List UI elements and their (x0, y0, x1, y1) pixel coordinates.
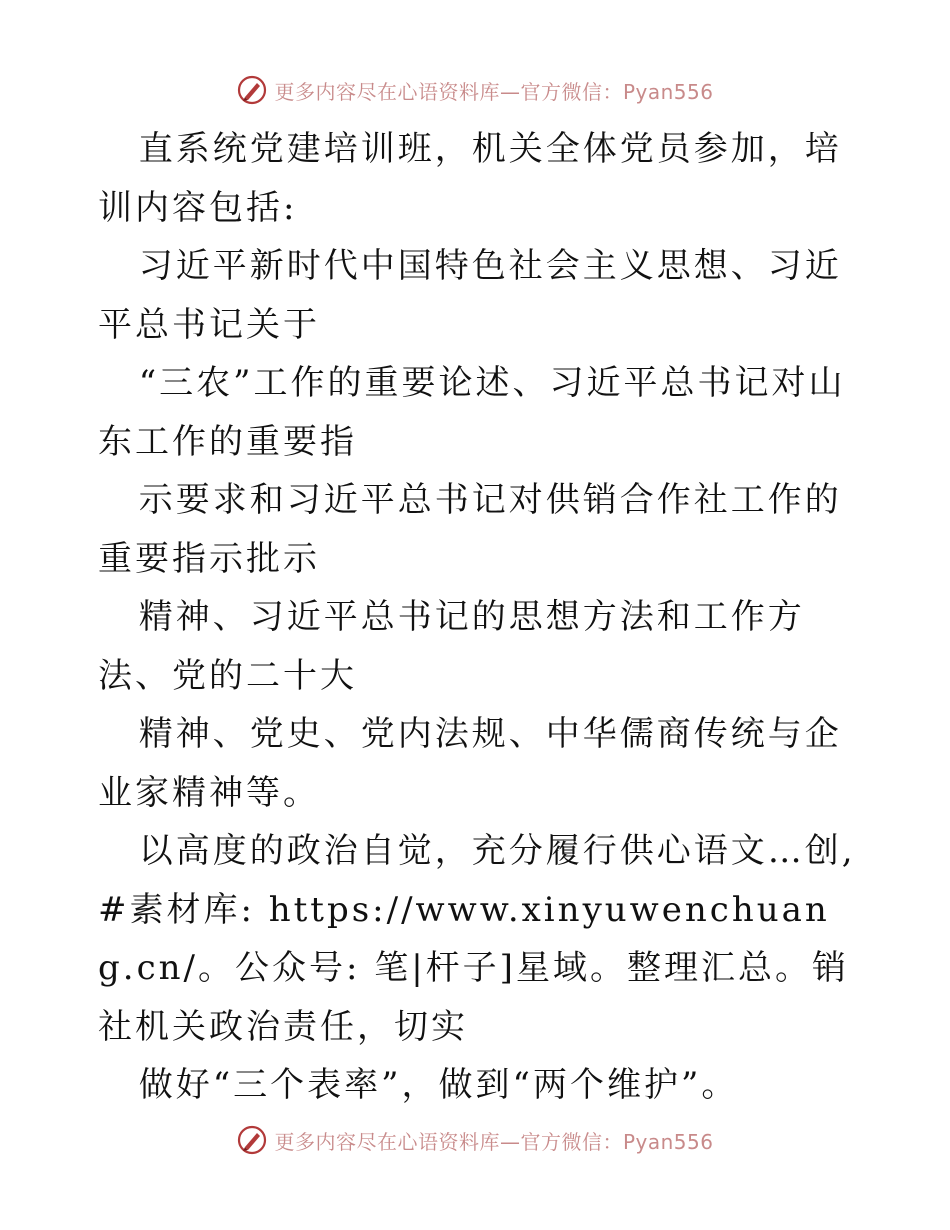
paragraph: 直系统党建培训班，机关全体党员参加，培训内容包括: (98, 129, 842, 228)
watermark-text: 更多内容尽在心语资料库—官方微信：Pyan556 (274, 79, 714, 104)
header-watermark (0, 72, 950, 108)
paragraph: 以高度的政治自觉，充分履行供心语文…创,#素材库: https://www.xinyuwenchuang.cn/。公众号: 笔|杆子]星域。整理汇总。销社机关政治责任，切实 (98, 831, 856, 1047)
pen-circle-logo-icon (236, 1124, 268, 1156)
watermark-text: 更多内容尽在心语资料库—官方微信：Pyan556 (274, 1129, 714, 1154)
paragraph: 示要求和习近平总书记对供销合作社工作的重要指示批示 (98, 480, 842, 579)
footer-watermark (0, 1122, 950, 1158)
pen-circle-logo-icon (236, 74, 268, 106)
paragraph: 习近平新时代中国特色社会主义思想、习近平总书记关于 (98, 246, 842, 345)
paragraph: 精神、党史、党内法规、中华儒商传统与企业家精神等。 (98, 714, 842, 813)
document-body (98, 120, 858, 1115)
paragraph: 做好“三个表率”，做到“两个维护”。 (138, 1065, 739, 1105)
paragraph: “三农”工作的重要论述、习近平总书记对山东工作的重要指 (98, 363, 846, 462)
paragraph: 精神、习近平总书记的思想方法和工作方法、党的二十大 (98, 597, 805, 696)
